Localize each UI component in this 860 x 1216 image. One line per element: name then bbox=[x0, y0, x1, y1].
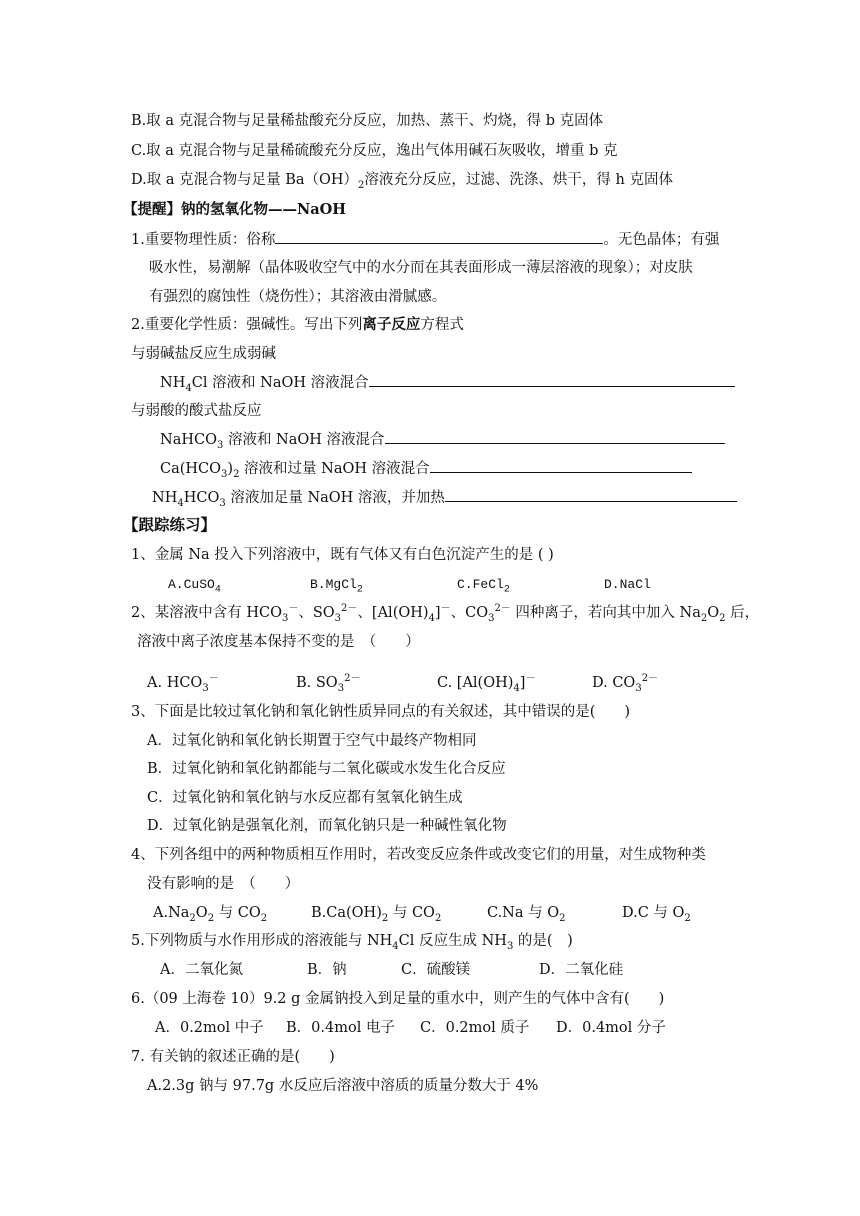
physical-property-line-3: 有强烈的腐蚀性（烧伤性）；其溶液由滑腻感。 bbox=[149, 289, 447, 305]
practice-heading: 【跟踪练习】 bbox=[123, 515, 217, 534]
question-4-stem: 4、下列各组中的两种物质相互作用时，若改变反应条件或改变它们的用量，对生成物种类 bbox=[131, 847, 706, 863]
physical-property-line-2: 吸水性，易潮解（晶体吸收空气中的水分而在其表面形成一薄层溶液的现象）；对皮肤 bbox=[149, 260, 693, 276]
answer-blank[interactable] bbox=[445, 487, 737, 502]
question-4-stem-2: 没有影响的是 （ ） bbox=[147, 876, 300, 892]
q1-option-b: B.MgCl$_2$ bbox=[310, 577, 363, 596]
equation-4: $NH_4HCO_3$ 溶液加足量 NaOH 溶液，并加热 bbox=[152, 487, 737, 508]
q1-option-a: A.CuSO$_4$ bbox=[168, 577, 221, 596]
answer-blank[interactable] bbox=[369, 372, 735, 387]
question-2-stem: 2、某溶液中含有 $HCO_3^-$、$SO_3^{2-}$、$[Al(OH)_4]^-$、$CO_3^{2-}$ 四种离子，若向其中加入 $Na_2O_2$ 后， bbox=[131, 603, 760, 624]
q6-option-c: C．0.2mol 质子 bbox=[420, 1020, 530, 1036]
q5-option-c: C．硫酸镁 bbox=[401, 962, 471, 978]
subheading-acid-salt: 与弱酸的酸式盐反应 bbox=[131, 403, 262, 419]
q5-option-d: D．二氧化硅 bbox=[539, 962, 624, 978]
q3-option-c: C．过氧化钠和氧化钠与水反应都有氢氧化钠生成 bbox=[147, 790, 463, 806]
q3-option-a: A．过氧化钠和氧化钠长期置于空气中最终产物相同 bbox=[147, 733, 477, 749]
reminder-heading: 【提醒】钠的氢氧化物——NaOH bbox=[123, 201, 346, 218]
question-3-stem: 3、下面是比较过氧化钠和氧化钠性质异同点的有关叙述，其中错误的是( ) bbox=[131, 704, 631, 720]
q4-option-a: $A.Na_2O_2$ 与 $CO_2$ bbox=[153, 905, 268, 924]
q6-option-b: B．0.4mol 电子 bbox=[286, 1020, 395, 1036]
q7-option-a: A.2.3g 钠与 97.7g 水反应后溶液中溶质的质量分数大于 4% bbox=[147, 1078, 539, 1094]
question-7-stem: 7. 有关钠的叙述正确的是( ) bbox=[131, 1049, 335, 1065]
answer-blank[interactable] bbox=[430, 458, 692, 473]
chemical-property-line: 2.重要化学性质：强碱性。写出下列离子反应方程式 bbox=[131, 316, 464, 333]
answer-blank[interactable] bbox=[275, 229, 603, 244]
q2-option-a: A. $HCO_3^-$ bbox=[147, 673, 219, 694]
question-2-stem-2: 溶液中离子浓度基本保持不变的是 （ ） bbox=[137, 634, 420, 650]
prev-option-d: D.取 a 克混合物与足量 $Ba(OH)_2$溶液充分反应，过滤、洗涤、烘干，得 h 克固体 bbox=[131, 172, 673, 191]
prev-option-b: B.取 a 克混合物与足量稀盐酸充分反应，加热、蒸干、灼烧，得 b 克固体 bbox=[131, 113, 604, 129]
q5-option-b: B．钠 bbox=[307, 962, 347, 978]
question-1-stem: 1、金属 Na 投入下列溶液中，既有气体又有白色沉淀产生的是 ( ) bbox=[131, 547, 554, 563]
q4-option-b: $B.Ca(OH)_2$ 与 $CO_2$ bbox=[311, 905, 442, 924]
equation-1: $NH_4Cl$ 溶液和 NaOH 溶液混合 bbox=[160, 372, 735, 393]
q1-option-d: D.NaCl bbox=[604, 577, 651, 592]
q4-option-d: D.C 与 $O_2$ bbox=[622, 905, 691, 924]
q3-option-d: D．过氧化钠是强氧化剂，而氧化钠只是一种碱性氧化物 bbox=[147, 818, 507, 834]
q2-option-c: C. $[Al(OH)_4]^-$ bbox=[437, 673, 536, 694]
answer-blank[interactable] bbox=[385, 429, 725, 444]
q6-option-a: A．0.2mol 中子 bbox=[155, 1020, 264, 1036]
equation-2: NaHCO$_3$ 溶液和 NaOH 溶液混合 bbox=[160, 429, 725, 450]
q2-option-d: D. $CO_3^{2-}$ bbox=[592, 673, 659, 694]
prev-option-c: C.取 a 克混合物与足量稀硫酸充分反应，逸出气体用碱石灰吸收，增重 b 克 bbox=[131, 143, 618, 159]
q3-option-b: B．过氧化钠和氧化钠都能与二氧化碳或水发生化合反应 bbox=[147, 761, 506, 777]
q4-option-c: C.Na 与 $O_2$ bbox=[487, 905, 566, 924]
physical-property-line-1: 1.重要物理性质：俗称 。无色晶体；有强 bbox=[131, 229, 719, 250]
q5-option-a: A．二氧化氮 bbox=[160, 962, 243, 978]
subheading-weak-base-salt: 与弱碱盐反应生成弱碱 bbox=[131, 346, 276, 362]
q6-option-d: D．0.4mol 分子 bbox=[556, 1020, 666, 1036]
equation-3: $Ca(HCO_3)_2$ 溶液和过量 NaOH 溶液混合 bbox=[160, 458, 692, 479]
question-5-stem: 5.下列物质与水作用形成的溶液能与 $NH_4Cl$ 反应生成 $NH_3$ 的是( ) bbox=[131, 933, 573, 952]
question-6-stem: 6.（09 上海卷 10）9.2 g 金属钠投入到足量的重水中，则产生的气体中含有( ) bbox=[131, 991, 665, 1007]
q1-option-c: C.FeCl$_2$ bbox=[457, 577, 510, 596]
q2-option-b: B. $SO_3^{2-}$ bbox=[296, 673, 361, 694]
